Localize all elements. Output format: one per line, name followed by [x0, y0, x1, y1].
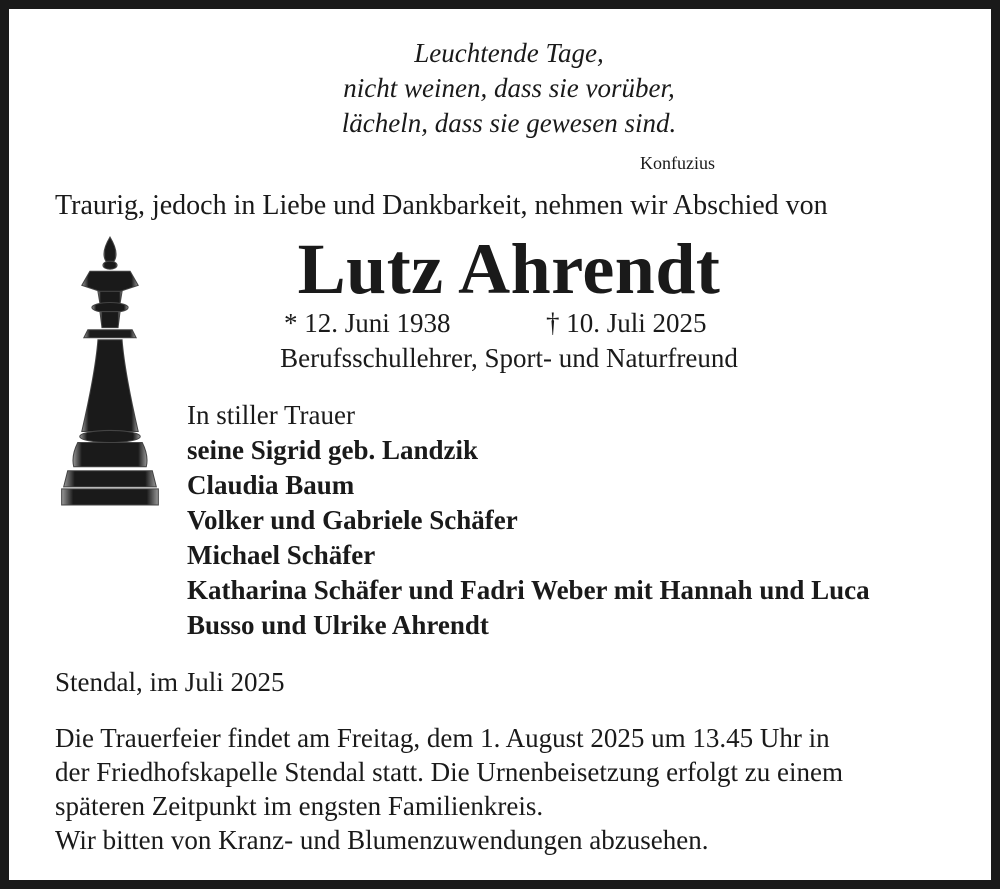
funeral-info-line: späteren Zeitpunkt im engsten Familienkreis. [55, 791, 544, 821]
place-date: Stendal, im Juli 2025 [55, 667, 285, 697]
mourner-name: seine Sigrid geb. Landzik [187, 435, 479, 465]
death-date: † 10. Juli 2025 [546, 308, 707, 338]
poem-line-3: lächeln, dass sie gewesen sind. [341, 108, 677, 138]
intro-text: Traurig, jedoch in Liebe und Dankbarkeit, nehmen wir Abschied von [55, 190, 828, 221]
poem-author: Konfuzius [640, 153, 715, 173]
birth-date: * 12. Juni 1938 [284, 308, 451, 338]
mourner-name: Katharina Schäfer und Fadri Weber mit Hannah und Luca [187, 575, 870, 605]
profession: Berufsschullehrer, Sport- und Naturfreund [280, 343, 738, 373]
mourners-heading: In stiller Trauer [187, 400, 355, 430]
poem-line-1: Leuchtende Tage, [414, 38, 604, 68]
mourner-name: Volker und Gabriele Schäfer [187, 505, 518, 535]
funeral-info-line: der Friedhofskapelle Stendal statt. Die Urnenbeisetzung erfolgt zu einem [55, 757, 843, 787]
funeral-info-line: Wir bitten von Kranz- und Blumenzuwendungen abzusehen. [55, 825, 709, 855]
poem-line-2: nicht weinen, dass sie vorüber, [343, 73, 675, 103]
mourner-name: Claudia Baum [187, 470, 355, 500]
mourner-name: Busso und Ulrike Ahrendt [187, 610, 489, 640]
mourner-name: Michael Schäfer [187, 540, 376, 570]
deceased-name: Lutz Ahrendt [297, 229, 721, 309]
funeral-info-line: Die Trauerfeier findet am Freitag, dem 1. August 2025 um 13.45 Uhr in [55, 723, 830, 753]
